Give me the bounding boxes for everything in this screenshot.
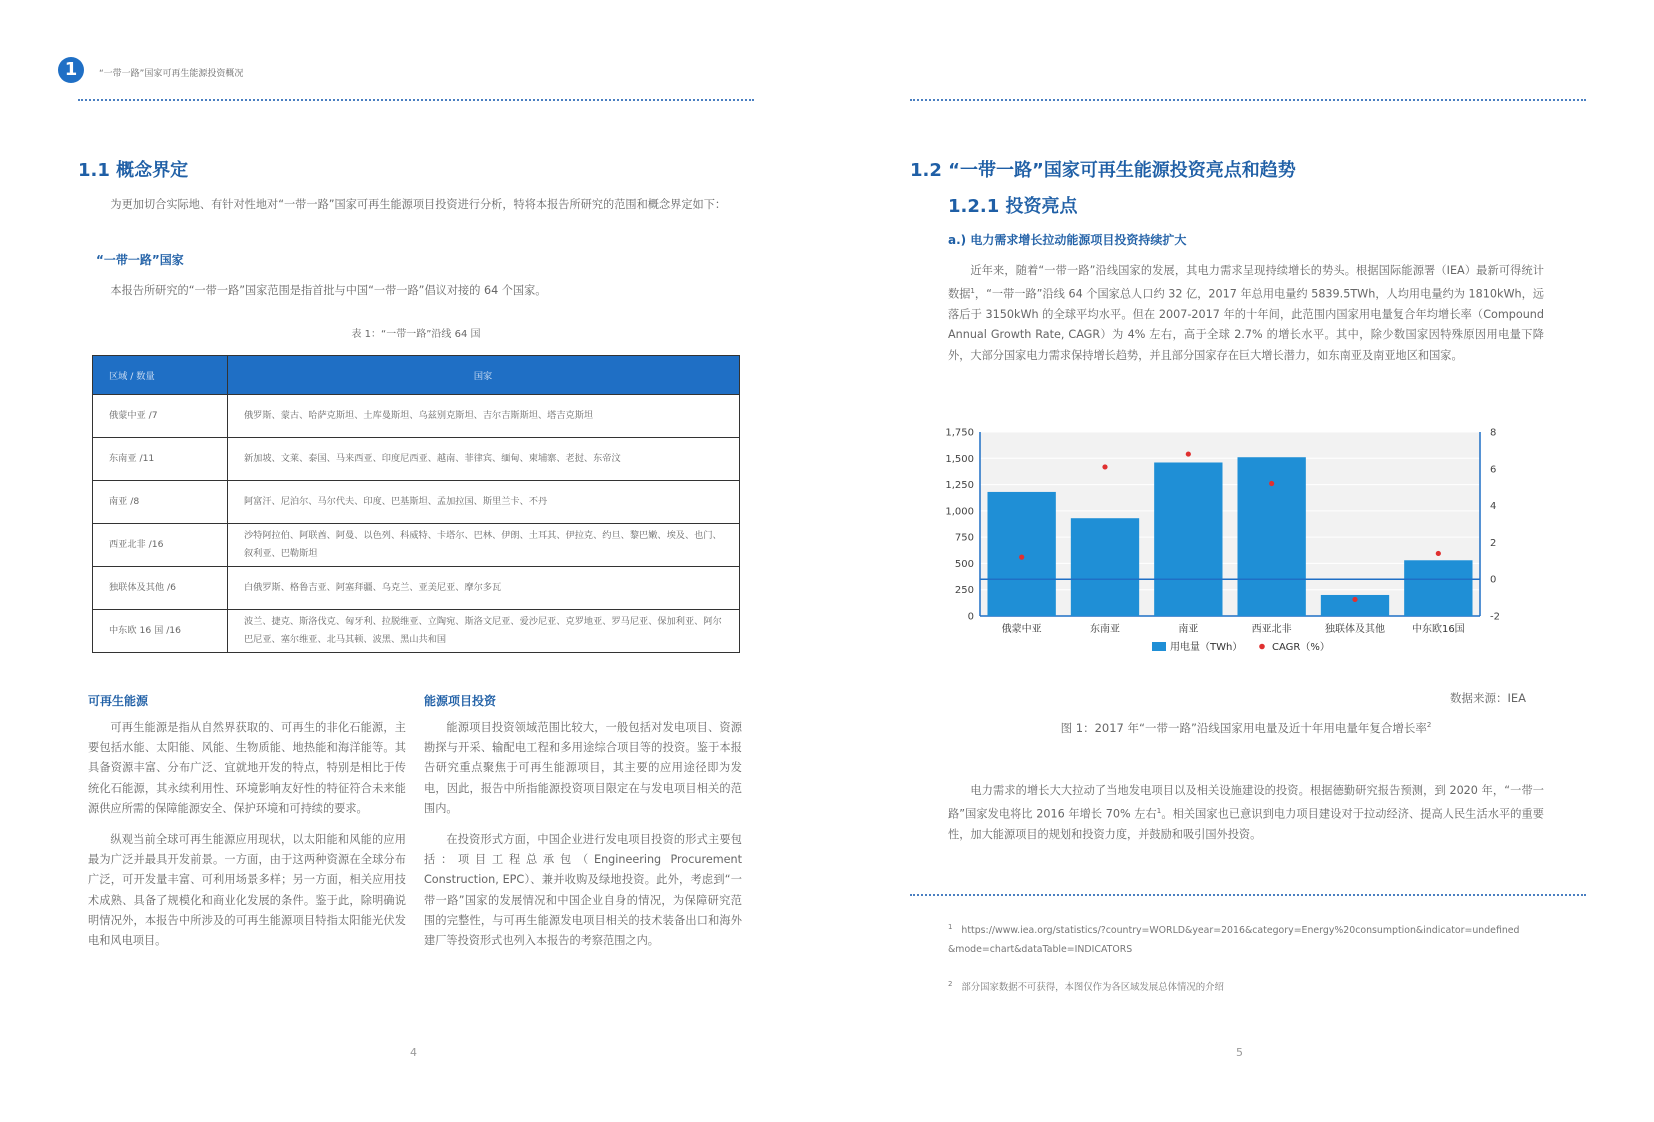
table-cell-region: 西亚北非 /16 bbox=[93, 524, 228, 567]
footnote-ref: 1 bbox=[1156, 807, 1162, 816]
footnote-2 bbox=[948, 975, 1548, 997]
y-left-tick-label: 0 bbox=[967, 611, 974, 623]
section-title-1-2: 1.2 “一带一路”国家可再生能源投资亮点和趋势 bbox=[910, 160, 1296, 181]
legend-swatch-bar bbox=[1152, 642, 1166, 651]
x-tick-label: 俄蒙中亚 bbox=[1001, 624, 1042, 635]
intro-paragraph bbox=[88, 195, 742, 215]
y-left-tick-label: 1,250 bbox=[945, 480, 974, 492]
investment-paragraph-2: 在投资形式方面，中国企业进行发电项目投资的形式主要包括：项目工程总承包（Engineering Procurement Construction, EPC）、兼并收购及绿地投资。此外，考虑到“一带一路”国家的发展情况和中国企业自身的情况，为保障研究范围的完整性，与可再生能源发电项目相关的技术装备出口和海外建厂等投资形式也列入本报告的考察范围之内。 bbox=[424, 833, 742, 948]
page-number-left: 4 bbox=[410, 1046, 417, 1059]
footnote-ref: 2 bbox=[1426, 721, 1432, 730]
demand-paragraph bbox=[948, 261, 1544, 366]
table-cell-countries: 新加坡、文莱、泰国、马来西亚、印度尼西亚、越南、菲律宾、缅甸、柬埔寨、老挝、东帝汶 bbox=[228, 438, 740, 481]
x-tick-label: 独联体及其他 bbox=[1325, 624, 1385, 635]
footnote-1-link[interactable]: https://www.iea.org/statistics/?country=WORLD&year=2016&category=Energy%20consumption&indicator=undefined bbox=[961, 925, 1520, 937]
investment-column bbox=[424, 718, 742, 951]
investment-growth-part2: 。相关国家也已意识到电力项目建设对于拉动经济、提高人民生活水平的重要性，加大能源项目的规划和投资力度，并鼓励和吸引国外投资。 bbox=[948, 807, 1544, 842]
point-title-a: a.) 电力需求增长拉动能源项目投资持续扩大 bbox=[948, 233, 1187, 247]
table-header-row bbox=[93, 356, 740, 395]
y-right-tick-label: 4 bbox=[1490, 501, 1497, 513]
y-left-tick-label: 1,500 bbox=[945, 453, 974, 465]
x-tick-label: 南亚 bbox=[1178, 624, 1199, 635]
section-title-1-1: 1.1 概念界定 bbox=[78, 160, 189, 181]
legend-label: 用电量（TWh） bbox=[1170, 642, 1243, 653]
footnote-2-text: 部分国家数据不可获得，本图仅作为各区域发展总体情况的介绍 bbox=[961, 982, 1224, 994]
footnote-1 bbox=[948, 918, 1548, 959]
intro-text: 为更加切合实际地、有针对性地对“一带一路”国家可再生能源项目投资进行分析，特将本报告所研究的范围和概念界定如下： bbox=[110, 198, 727, 211]
y-right-tick-label: 2 bbox=[1490, 537, 1497, 549]
footnote-divider bbox=[910, 894, 1586, 896]
footnote-number: 2 bbox=[948, 980, 953, 988]
countries-heading: “一带一路”国家 bbox=[96, 253, 184, 267]
table-cell-region: 东南亚 /11 bbox=[93, 438, 228, 481]
cagr-point bbox=[1102, 464, 1107, 469]
table-cell-region: 俄蒙中亚 /7 bbox=[93, 395, 228, 438]
page-number-right: 5 bbox=[1236, 1046, 1243, 1059]
electricity-chart bbox=[940, 420, 1550, 660]
y-right-tick-label: 0 bbox=[1490, 574, 1497, 586]
running-header: “一带一路”国家可再生能源投资概况 bbox=[99, 69, 244, 79]
table-header-region: 区域 / 数量 bbox=[93, 356, 228, 395]
subsection-title-1-2-1: 1.2.1 投资亮点 bbox=[948, 196, 1078, 217]
demand-text bbox=[948, 261, 1544, 366]
x-tick-label: 东南亚 bbox=[1090, 624, 1120, 635]
footnote-number: 1 bbox=[948, 923, 953, 931]
table-header-countries: 国家 bbox=[228, 356, 740, 395]
table-row bbox=[93, 395, 740, 438]
header-divider-left bbox=[78, 99, 754, 101]
x-tick-label: 中东欧16国 bbox=[1411, 624, 1465, 635]
table-caption: 表 1：“一带一路”沿线 64 国 bbox=[351, 329, 481, 340]
table-row bbox=[93, 481, 740, 524]
y-left-tick-label: 750 bbox=[954, 532, 974, 544]
renewable-paragraph-2: 纵观当前全球可再生能源应用现状，以太阳能和风能的应用最为广泛并最具开发前景。一方面，由于这两种资源在全球分布广泛，可开发量丰富、可利用场景多样；另一方面，相关应用技术成熟、具备了规模化和商业化发展的条件。鉴于此，除明确说明情况外，本报告中所涉及的可再生能源项目特指太阳能光伏发电和风电项目。 bbox=[88, 833, 406, 948]
y-left-tick-label: 500 bbox=[954, 558, 974, 570]
bar bbox=[1404, 560, 1472, 616]
table-cell-region: 独联体及其他 /6 bbox=[93, 567, 228, 610]
y-right-tick-label: 8 bbox=[1490, 427, 1497, 439]
cagr-point bbox=[1352, 597, 1357, 602]
table-row bbox=[93, 567, 740, 610]
y-right-tick-label: -2 bbox=[1490, 611, 1500, 623]
y-left-tick-label: 1,000 bbox=[945, 506, 974, 518]
data-source: 数据来源：IEA bbox=[1450, 691, 1527, 705]
legend-swatch-point bbox=[1259, 644, 1265, 650]
x-tick-label: 西亚北非 bbox=[1251, 624, 1292, 635]
table-cell-countries: 俄罗斯、蒙古、哈萨克斯坦、土库曼斯坦、乌兹别克斯坦、吉尔吉斯斯坦、塔吉克斯坦 bbox=[228, 395, 740, 438]
cagr-point bbox=[1436, 551, 1441, 556]
demand-text-part2: ，“一带一路”沿线 64 个国家总人口约 32 亿，2017 年总用电量约 5839.5TWh，人均用电量约为 1810kWh，远落后于 3150kWh 的全球平均水平。但在 2007-2017 年的十年间，此范围内国家用电量复合年均增长率（Compound Annual Growth Rate, CAGR）为 4% 左右，高于全球 2.7% 的增长水平。其中，除少数国家因特殊原因用电量下降外，大部分国家电力需求保持增长趋势，并且部分国家存在巨大增长潜力，如东南亚及南亚地区和国家。 bbox=[948, 287, 1544, 362]
table-cell-countries: 波兰、捷克、斯洛伐克、匈牙利、拉脱维亚、立陶宛、斯洛文尼亚、爱沙尼亚、克罗地亚、罗马尼亚、保加利亚、阿尔巴尼亚、塞尔维亚、北马其顿、波黑、黑山共和国 bbox=[228, 610, 740, 653]
chapter-badge: 1 bbox=[58, 57, 84, 83]
cagr-point bbox=[1269, 481, 1274, 486]
cagr-point bbox=[1019, 555, 1024, 560]
renewable-column bbox=[88, 718, 406, 951]
table-cell-countries: 阿富汗、尼泊尔、马尔代夫、印度、巴基斯坦、孟加拉国、斯里兰卡、不丹 bbox=[228, 481, 740, 524]
bar bbox=[1071, 518, 1139, 616]
figure-caption bbox=[948, 720, 1544, 736]
demand-text-part1: 近年来，随着“一带一路”沿线国家的发展，其电力需求呈现持续增长的势头。根据国际能源署（IEA）最新可得统计数据 bbox=[948, 264, 1544, 301]
investment-paragraph-1: 能源项目投资领域范围比较大，一般包括对发电项目、资源勘探与开采、输配电工程和多用途综合项目等的投资。鉴于本报告研究重点聚焦于可再生能源项目，其主要的应用途径即为发电，因此，报告中所指能源投资项目限定在与发电项目相关的范围内。 bbox=[424, 721, 742, 815]
countries-text: 本报告所研究的“一带一路”国家范围是指首批与中国“一带一路”倡议对接的 64 个国家。 bbox=[110, 284, 547, 297]
footnote-ref: 1 bbox=[970, 287, 975, 296]
bar bbox=[988, 492, 1056, 616]
header-divider-right bbox=[910, 99, 1586, 101]
table-row bbox=[93, 610, 740, 653]
table-row bbox=[93, 524, 740, 567]
countries-table bbox=[92, 355, 740, 653]
investment-growth-paragraph bbox=[948, 781, 1544, 845]
bar bbox=[1154, 462, 1222, 616]
table-cell-region: 南亚 /8 bbox=[93, 481, 228, 524]
figure-caption-text: 图 1：2017 年“一带一路”沿线国家用电量及近十年用电量年复合增长率 bbox=[1060, 721, 1427, 735]
table-cell-region: 中东欧 16 国 /16 bbox=[93, 610, 228, 653]
y-left-tick-label: 250 bbox=[954, 585, 974, 597]
renewable-paragraph-1: 可再生能源是指从自然界获取的、可再生的非化石能源，主要包括水能、太阳能、风能、生物质能、地热能和海洋能等。其具备资源丰富、分布广泛、宜就地开发的特点，特别是相比于传统化石能源，其永续利用性、环境影响友好性的特征符合未来能源供应所需的保障能源安全、保护环境和可持续的要求。 bbox=[88, 721, 406, 815]
investment-heading: 能源项目投资 bbox=[424, 694, 497, 708]
table-row bbox=[93, 438, 740, 481]
y-left-tick-label: 1,750 bbox=[945, 427, 974, 439]
renewable-heading: 可再生能源 bbox=[88, 694, 149, 708]
investment-growth-part1: 电力需求的增长大大拉动了当地发电项目以及相关设施建设的投资。根据德勤研究报告预测，到 2020 年，“一带一路”国家发电将比 2016 年增长 70% 左右 bbox=[948, 784, 1544, 821]
table-cell-countries: 白俄罗斯、格鲁吉亚、阿塞拜疆、乌克兰、亚美尼亚、摩尔多瓦 bbox=[228, 567, 740, 610]
table-cell-countries: 沙特阿拉伯、阿联酋、阿曼、以色列、科威特、卡塔尔、巴林、伊朗、土耳其、伊拉克、约旦、黎巴嫩、埃及、也门、叙利亚、巴勒斯坦 bbox=[228, 524, 740, 567]
y-right-tick-label: 6 bbox=[1490, 464, 1497, 476]
investment-growth-text bbox=[948, 781, 1544, 845]
legend-label: CAGR（%） bbox=[1272, 642, 1330, 653]
cagr-point bbox=[1186, 451, 1191, 456]
footnote-1-link-continued[interactable]: &mode=chart&dataTable=INDICATORS bbox=[948, 944, 1133, 956]
countries-paragraph bbox=[88, 281, 742, 301]
